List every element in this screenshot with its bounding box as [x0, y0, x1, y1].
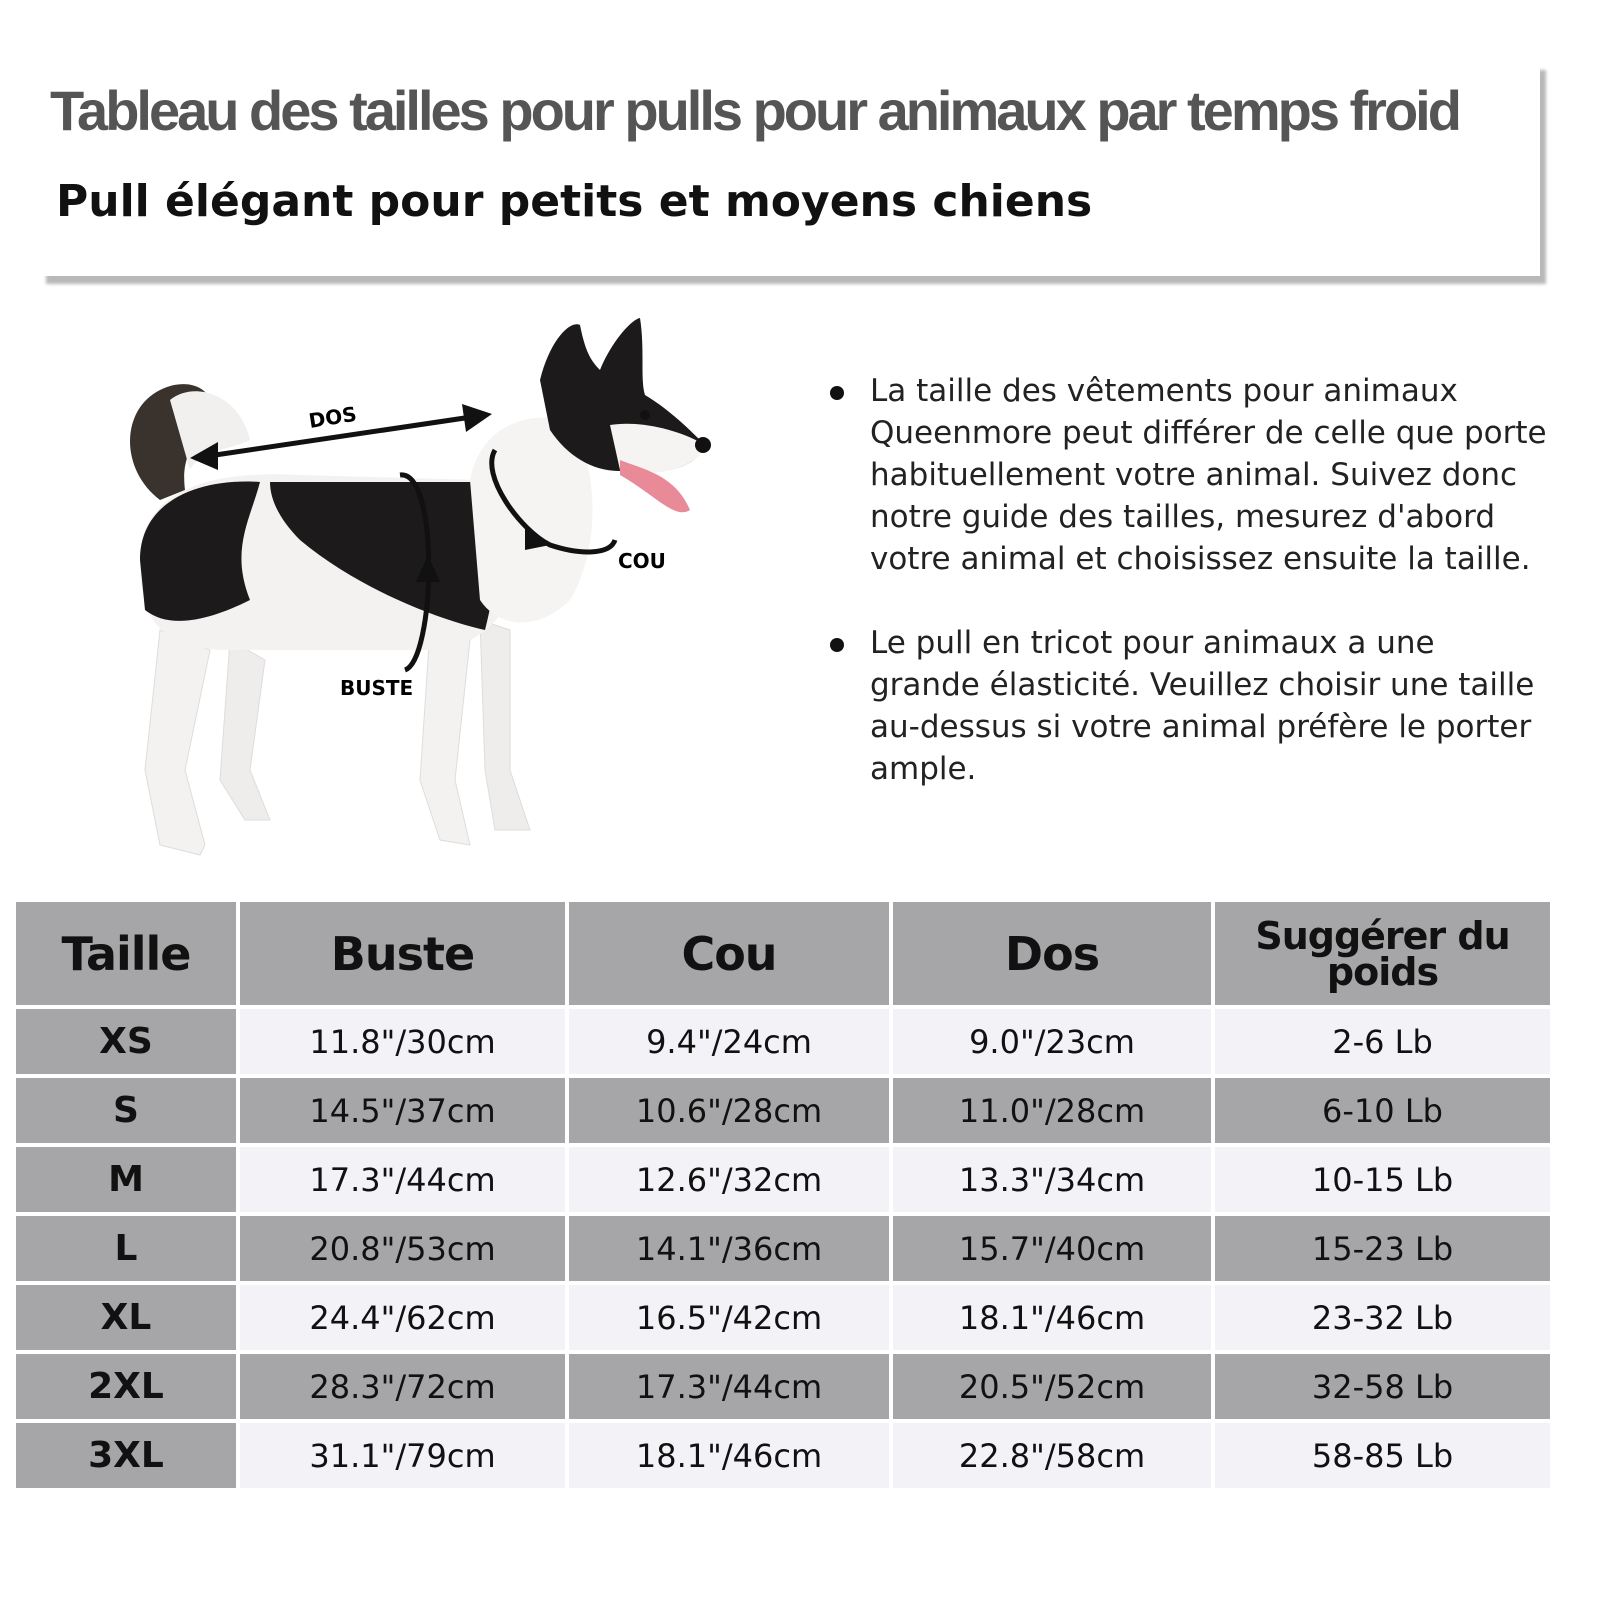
chest-cell: 24.4"/62cm [240, 1285, 565, 1350]
notes-list [830, 370, 1550, 832]
note-text: Le pull en tricot pour animaux a une grande élasticité. Veuillez choisir une taille au-dessus si votre animal préfère le porter ample. [870, 625, 1535, 787]
bullet-icon [830, 638, 844, 652]
chest-cell: 14.5"/37cm [240, 1078, 565, 1143]
dog-front-leg [420, 630, 470, 845]
table-header-row [16, 902, 1554, 1005]
back-cell: 9.0"/23cm [893, 1009, 1211, 1074]
header-weight: Suggérer du poids [1215, 902, 1550, 1005]
weight-cell: 6-10 Lb [1215, 1078, 1550, 1143]
size-cell: S [16, 1078, 236, 1143]
back-label: DOS [307, 401, 359, 433]
back-cell: 11.0"/28cm [893, 1078, 1211, 1143]
table-row [16, 1423, 1554, 1488]
chest-cell: 31.1"/79cm [240, 1423, 565, 1488]
table-row [16, 1078, 1554, 1143]
chest-label: BUSTE [340, 676, 414, 700]
table-row [16, 1354, 1554, 1419]
dog-back-leg-2 [220, 640, 270, 820]
dog-nose [695, 437, 711, 453]
table-row [16, 1147, 1554, 1212]
size-table [16, 902, 1554, 1492]
chest-cell: 20.8"/53cm [240, 1216, 565, 1281]
size-cell: 3XL [16, 1423, 236, 1488]
dog-front-leg-2 [480, 620, 530, 830]
back-cell: 20.5"/52cm [893, 1354, 1211, 1419]
weight-cell: 2-6 Lb [1215, 1009, 1550, 1074]
size-cell: XL [16, 1285, 236, 1350]
neck-label: COU [618, 549, 666, 573]
table-row [16, 1216, 1554, 1281]
weight-cell: 58-85 Lb [1215, 1423, 1550, 1488]
neck-cell: 18.1"/46cm [569, 1423, 889, 1488]
weight-cell: 32-58 Lb [1215, 1354, 1550, 1419]
note-item [830, 622, 1550, 790]
page-subtitle: Pull élégant pour petits et moyens chiens [56, 176, 1093, 227]
back-cell: 15.7"/40cm [893, 1216, 1211, 1281]
size-cell: L [16, 1216, 236, 1281]
table-row [16, 1285, 1554, 1350]
dog-back-leg [145, 630, 210, 855]
weight-cell: 10-15 Lb [1215, 1147, 1550, 1212]
neck-cell: 10.6"/28cm [569, 1078, 889, 1143]
neck-cell: 12.6"/32cm [569, 1147, 889, 1212]
weight-cell: 23-32 Lb [1215, 1285, 1550, 1350]
back-arrow-right [462, 404, 492, 432]
header-size: Taille [16, 902, 236, 1005]
weight-cell: 15-23 Lb [1215, 1216, 1550, 1281]
neck-cell: 9.4"/24cm [569, 1009, 889, 1074]
header-neck: Cou [569, 902, 889, 1005]
dog-image [100, 300, 740, 890]
back-cell: 22.8"/58cm [893, 1423, 1211, 1488]
note-text: La taille des vêtements pour animaux Queenmore peut différer de celle que porte habituellement votre animal. Suivez donc notre guide des tailles, mesurez d'abord votre animal et choisissez ensuite la taille. [870, 373, 1547, 577]
chest-cell: 17.3"/44cm [240, 1147, 565, 1212]
table-row [16, 1009, 1554, 1074]
page-title: Tableau des tailles pour pulls pour animaux par temps froid [50, 79, 1459, 142]
dog-measurement-illustration [100, 300, 740, 890]
neck-cell: 16.5"/42cm [569, 1285, 889, 1350]
header-back: Dos [893, 902, 1211, 1005]
size-cell: M [16, 1147, 236, 1212]
chest-cell: 28.3"/72cm [240, 1354, 565, 1419]
chest-cell: 11.8"/30cm [240, 1009, 565, 1074]
neck-cell: 14.1"/36cm [569, 1216, 889, 1281]
back-cell: 13.3"/34cm [893, 1147, 1211, 1212]
size-cell: XS [16, 1009, 236, 1074]
header-chest: Buste [240, 902, 565, 1005]
neck-cell: 17.3"/44cm [569, 1354, 889, 1419]
size-cell: 2XL [16, 1354, 236, 1419]
note-item [830, 370, 1550, 580]
dog-eye [640, 410, 650, 420]
bullet-icon [830, 386, 844, 400]
back-cell: 18.1"/46cm [893, 1285, 1211, 1350]
